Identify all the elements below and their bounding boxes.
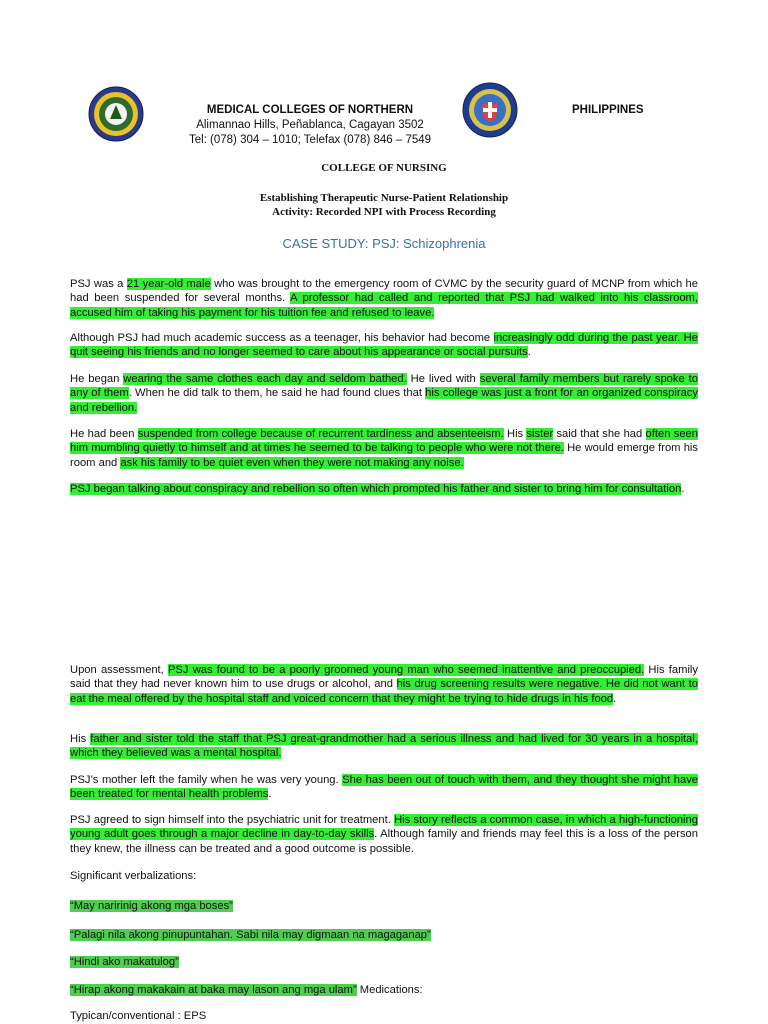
text-run: His <box>70 733 91 745</box>
highlight: PSJ was found to be a poorly groomed young man who seemed inattentive and preoccupied. <box>167 664 645 676</box>
text-run: . <box>613 692 617 705</box>
paragraph-8 <box>70 773 698 802</box>
text-run: . <box>268 788 272 801</box>
paragraph-1 <box>70 277 698 320</box>
text-run: Although PSJ had much academic success as a teenager, his behavior had become <box>70 332 494 344</box>
text-run: He would emerge from his room and <box>70 442 698 469</box>
highlight: his drug screening results were negative. He did not want to eat the meal offered by the hospital staff and voiced concern that they might be trying to hide drugs in his food <box>70 678 698 705</box>
text-run: . <box>527 346 531 359</box>
activity-subtitle: Activity: Recorded NPI with Process Recording <box>272 206 496 218</box>
text-run: He began <box>70 373 124 385</box>
highlight: “Hirap akong makakain at baka may lason ang mga ulam” <box>70 984 357 996</box>
paragraph-6 <box>70 663 698 706</box>
text-run: His <box>503 428 527 440</box>
highlight: suspended from college because of recurrent tardiness and absenteeism. <box>137 428 504 440</box>
verbalization-1 <box>70 899 698 913</box>
text-run: . Although family and friends may feel this is a loss of the person they knew, the illness can be treated and a good outcome is possible. <box>70 828 699 855</box>
highlight: sister <box>526 428 554 440</box>
institution-contact: Tel: (078) 304 – 1010; Telefax (078) 846 – 7549 <box>188 134 432 146</box>
paragraph-2 <box>70 331 698 360</box>
paragraph-5 <box>70 482 698 496</box>
paragraph-9 <box>70 813 698 856</box>
significant-verbalizations-label: Significant verbalizations: <box>70 870 197 882</box>
case-study-title: CASE STUDY: PSJ: Schizophrenia <box>282 236 486 251</box>
verbalization-2 <box>70 928 698 942</box>
highlight: “Palagi nila akong pinupuntahan. Sabi nila may digmaan na magaganap” <box>70 929 431 941</box>
highlight: “Hindi ako makatulog” <box>70 956 179 968</box>
text-run: who was brought to the emergency room of CVMC by the security guard of MCNP from which he had been suspended for several months. <box>70 278 698 305</box>
highlight: wearing the same clothes each day and seldom bathed. <box>123 373 407 385</box>
college-of-nursing-seal-icon <box>462 82 518 138</box>
highlight: father and sister told the staff that PSJ great-grandmother had a serious illness and had lived for 30 years in a hospital, which they believed was a mental hospital. <box>70 733 698 760</box>
medication-type-line: Typican/conventional : EPS <box>70 1010 207 1022</box>
highlight: increasingly odd during the past year. He quit seeing his friends and no longer seemed to care about his appearance or social pursuits <box>70 332 698 359</box>
medical-colleges-seal-icon <box>88 86 144 142</box>
highlight: PSJ began talking about conspiracy and rebellion so often which prompted his father and sister to bring him for consultation <box>70 483 682 495</box>
text-run: Medications: <box>356 984 423 996</box>
text-run: His family said that they had never known him to use drugs or alcohol, and <box>70 664 699 691</box>
text-run: He lived with <box>406 373 480 385</box>
highlight: His story reflects a common case, in which a high-functioning young adult goes through a major decline in day-to-day skills <box>70 814 698 841</box>
text-run: said that she had <box>553 428 646 440</box>
country-label: PHILIPPINES <box>572 104 644 116</box>
highlight: 21 year-old male <box>126 278 211 290</box>
institution-name: MEDICAL COLLEGES OF NORTHERN <box>206 104 414 116</box>
paragraph-3 <box>70 372 698 415</box>
text-run: PSJ was a <box>70 278 127 290</box>
text-run: . <box>681 483 685 495</box>
paragraph-4 <box>70 427 698 470</box>
highlight: his college was just a front for an organized conspiracy and rebellion. <box>70 387 698 414</box>
text-run: . When he did talk to them, he said he had found clues that <box>128 387 426 400</box>
highlight: “May naririnig akong mga boses” <box>70 900 233 912</box>
activity-title: Establishing Therapeutic Nurse-Patient Relationship <box>259 192 509 204</box>
college-title: COLLEGE OF NURSING <box>321 162 447 174</box>
verbalization-4 <box>70 983 698 997</box>
text-run: PSJ’s mother left the family when he was very young. <box>70 774 343 786</box>
highlight: A professor had called and reported that PSJ had walked into his classroom, accused him of taking his payment for his tuition fee and refused to leave. <box>70 292 698 319</box>
highlight: She has been out of touch with them, and they thought she might have been treated for mental health problems <box>70 774 699 801</box>
text-run: PSJ agreed to sign himself into the psychiatric unit for treatment. <box>70 814 395 826</box>
paragraph-7 <box>70 732 698 761</box>
text-run: Upon assessment, <box>70 664 168 676</box>
verbalization-3 <box>70 955 698 969</box>
highlight: often seen him mumbling quietly to himself and at times he seemed to be talking to people who were not there. <box>70 428 698 455</box>
text-run: He had been <box>70 428 138 440</box>
highlight: ask his family to be quiet even when they were not making any noise. <box>120 456 464 469</box>
highlight: several family members but rarely spoke to any of them <box>70 373 698 400</box>
institution-address: Alimannao Hills, Peñablanca, Cagayan 3502 <box>196 119 424 131</box>
